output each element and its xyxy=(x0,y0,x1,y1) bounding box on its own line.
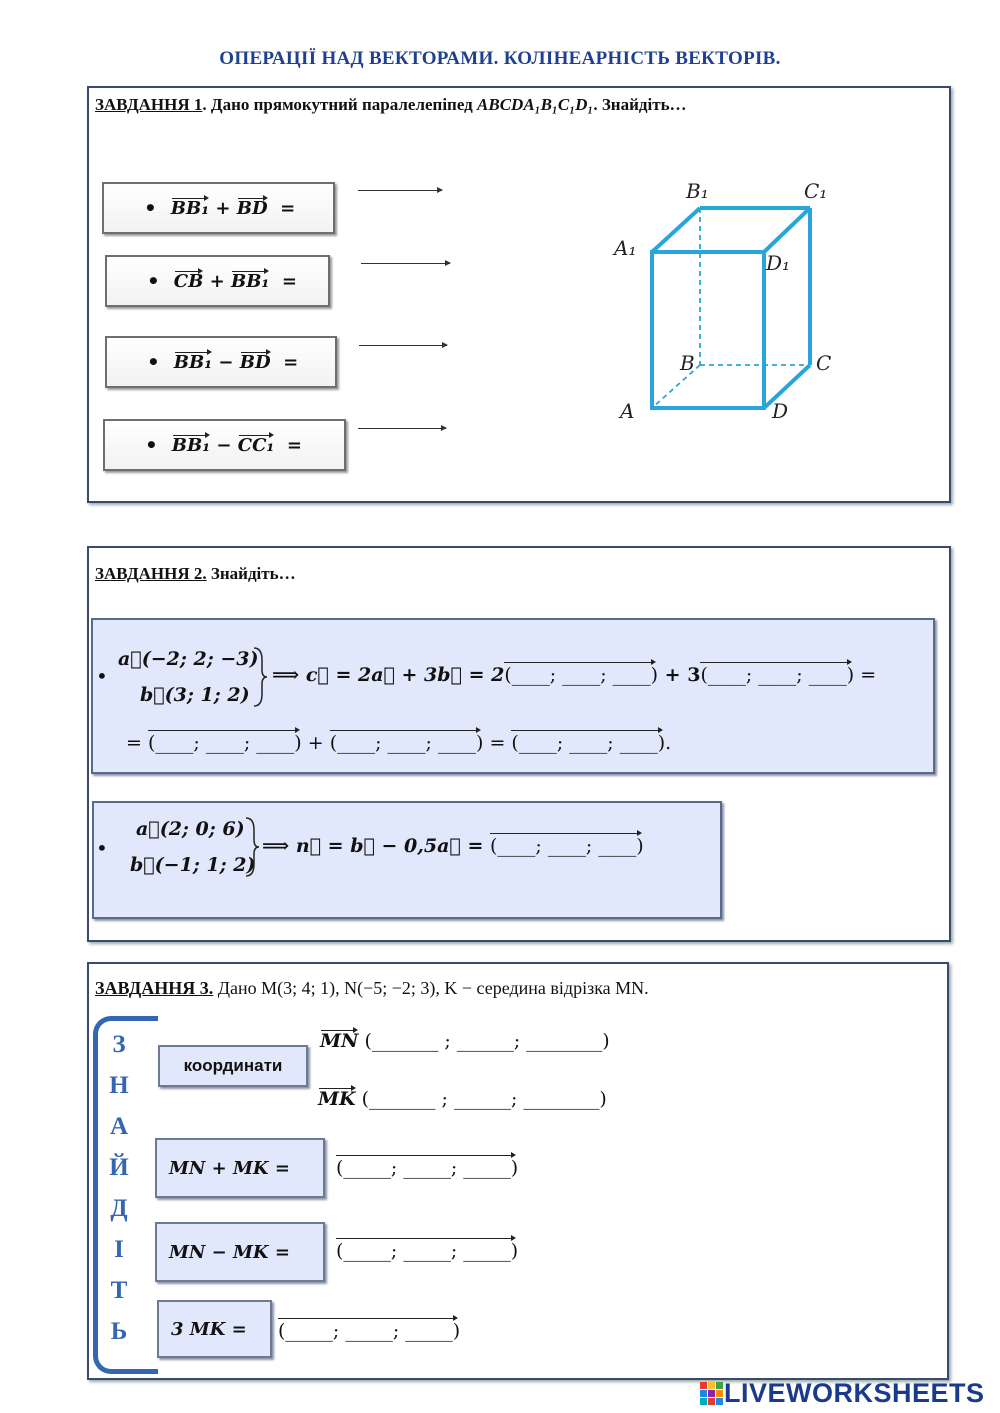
period: . xyxy=(665,732,672,754)
vertical-word xyxy=(99,1024,139,1352)
vertical-letter: Й xyxy=(109,1154,129,1181)
parallelepiped-figure xyxy=(600,170,860,430)
bullet-icon: • xyxy=(145,433,158,457)
task2-line2 xyxy=(126,732,671,754)
vector-b-given: b⃗(−1; 1; 2) xyxy=(130,854,256,876)
mk-coordinates-row xyxy=(318,1088,607,1110)
equals: = xyxy=(854,664,877,686)
equals: = xyxy=(126,732,148,754)
operator: − xyxy=(216,434,232,456)
vector-b: CC₁ xyxy=(237,434,275,456)
vector-a: CB xyxy=(173,270,204,292)
operator: + xyxy=(215,197,231,219)
bullet-icon: • xyxy=(147,269,160,293)
vector-a: BB₁ xyxy=(170,197,210,219)
vertex-label-B: B xyxy=(680,351,695,375)
difference-answer xyxy=(336,1240,518,1262)
vertex-label-A1: A₁ xyxy=(614,236,637,260)
task1-figure-name: ABCDA₁B₁C₁D₁ xyxy=(477,95,594,114)
sum-button[interactable] xyxy=(155,1138,325,1198)
task3-text: Дано M(3; 4; 1), N(−5; −2; 3), K − середина відрізка MN. xyxy=(213,978,649,998)
sum-answer-field[interactable]: (_____; _____; _____) xyxy=(336,1157,519,1179)
answer-slot-3[interactable] xyxy=(359,345,447,346)
coordinates-button[interactable]: координати xyxy=(158,1045,308,1087)
liveworksheets-logo xyxy=(700,1378,985,1409)
answer-slot-4[interactable] xyxy=(358,428,446,429)
multiply-label: 3 MK = xyxy=(171,1318,247,1340)
vertex-label-C: C xyxy=(816,351,832,375)
multiply-answer xyxy=(278,1320,460,1342)
vector-b: BD xyxy=(236,197,268,219)
page-title: ОПЕРАЦІЇ НАД ВЕКТОРАМИ. КОЛІНЕАРНІСТЬ ВЕКТОРІВ. xyxy=(219,48,781,69)
vector-a-given: a⃗(−2; 2; −3) xyxy=(118,648,259,670)
answer-field-2[interactable]: (____; ____; ____) xyxy=(700,664,855,686)
equals: = xyxy=(283,351,299,373)
task1-expr-1[interactable] xyxy=(102,182,335,234)
vertex-label-D: D xyxy=(772,399,789,423)
vector-a: BB₁ xyxy=(173,351,213,373)
sum-label: MN + MK = xyxy=(169,1157,290,1179)
multiply-answer-field[interactable]: (_____; _____; _____) xyxy=(278,1320,461,1342)
vertical-letter: Т xyxy=(110,1277,128,1304)
bullet-icon: • xyxy=(96,664,108,688)
multiply-button[interactable] xyxy=(157,1300,272,1358)
mn-coordinates-row xyxy=(320,1030,610,1052)
answer-field-3[interactable]: (____; ____; ____) xyxy=(147,732,302,754)
vector-mn: MN xyxy=(320,1030,359,1052)
difference-answer-field[interactable]: (_____; _____; _____) xyxy=(336,1240,519,1262)
vertical-letter: І xyxy=(114,1236,124,1263)
expr-c: ⟹ c⃗ = 2a⃗ + 3b⃗ = 2 xyxy=(272,664,505,686)
vertical-letter: Ь xyxy=(110,1318,128,1345)
plus: + xyxy=(301,732,330,754)
task2-label: ЗАВДАННЯ 2. xyxy=(95,564,207,583)
task1-text: . Дано прямокутний паралелепіпед xyxy=(202,95,478,114)
answer-slot-2[interactable] xyxy=(361,263,450,264)
plus3: + 3 xyxy=(658,664,701,686)
vector-b: BB₁ xyxy=(231,270,270,292)
task1-suffix: . Знайдіть… xyxy=(593,95,687,114)
expr-n: ⟹ n⃗ = b⃗ − 0,5a⃗ = xyxy=(262,835,490,857)
vector-a-given: a⃗(2; 0; 6) xyxy=(136,818,245,840)
vector-mk: MK xyxy=(318,1088,356,1110)
brace-icon xyxy=(244,816,260,878)
mn-coordinates-field[interactable]: (_______ ; ______; ________) xyxy=(364,1030,610,1052)
difference-label: MN − MK = xyxy=(169,1241,290,1263)
task1-expr-4[interactable] xyxy=(103,419,346,471)
equals: = xyxy=(483,732,512,754)
difference-button[interactable] xyxy=(155,1222,325,1282)
equals: = xyxy=(286,434,302,456)
vertical-letter: Д xyxy=(110,1195,128,1222)
vector-b: BD xyxy=(239,351,271,373)
bullet-icon: • xyxy=(96,836,108,860)
task3-label: ЗАВДАННЯ 3. xyxy=(95,978,214,998)
vertex-label-A: A xyxy=(620,399,635,423)
vertex-label-D1: D₁ xyxy=(766,251,791,275)
equals: = xyxy=(280,197,296,219)
bullet-icon: • xyxy=(147,350,160,374)
task1-label: ЗАВДАННЯ 1 xyxy=(95,95,203,114)
equals: = xyxy=(281,270,297,292)
bullet-icon: • xyxy=(144,196,157,220)
task1-expr-2[interactable] xyxy=(105,255,330,307)
logo-icon xyxy=(700,1382,724,1406)
answer-field-6[interactable]: (____; ____; ____) xyxy=(489,835,644,857)
brace-icon xyxy=(252,646,268,708)
vertical-letter: З xyxy=(112,1031,126,1058)
operator: + xyxy=(209,270,225,292)
vertical-letter: Н xyxy=(109,1072,129,1099)
task1-expr-3[interactable] xyxy=(105,336,337,388)
vertical-letter: А xyxy=(109,1113,129,1140)
task3-header xyxy=(95,978,649,999)
mk-coordinates-field[interactable]: (_______ ; ______; ________) xyxy=(361,1088,607,1110)
task2-p2-line xyxy=(262,835,644,857)
operator: − xyxy=(218,351,234,373)
visible-edges xyxy=(652,208,810,408)
task2-line1 xyxy=(272,664,876,686)
answer-field-5[interactable]: (____; ____; ____) xyxy=(511,732,666,754)
logo-text: LIVEWORKSHEETS xyxy=(724,1378,985,1408)
answer-field-4[interactable]: (____; ____; ____) xyxy=(329,732,484,754)
answer-field-1[interactable]: (____; ____; ____) xyxy=(504,664,659,686)
task1-header xyxy=(95,95,687,115)
vertex-label-B1: B₁ xyxy=(686,179,709,203)
vector-a: BB₁ xyxy=(171,434,211,456)
hidden-edges xyxy=(652,208,810,408)
answer-slot-1[interactable] xyxy=(358,190,442,191)
vertex-label-C1: C₁ xyxy=(804,179,828,203)
sum-answer xyxy=(336,1157,518,1179)
task2-header xyxy=(95,564,296,584)
vector-b-given: b⃗(3; 1; 2) xyxy=(140,684,250,706)
task2-text: Знайдіть… xyxy=(206,564,296,583)
